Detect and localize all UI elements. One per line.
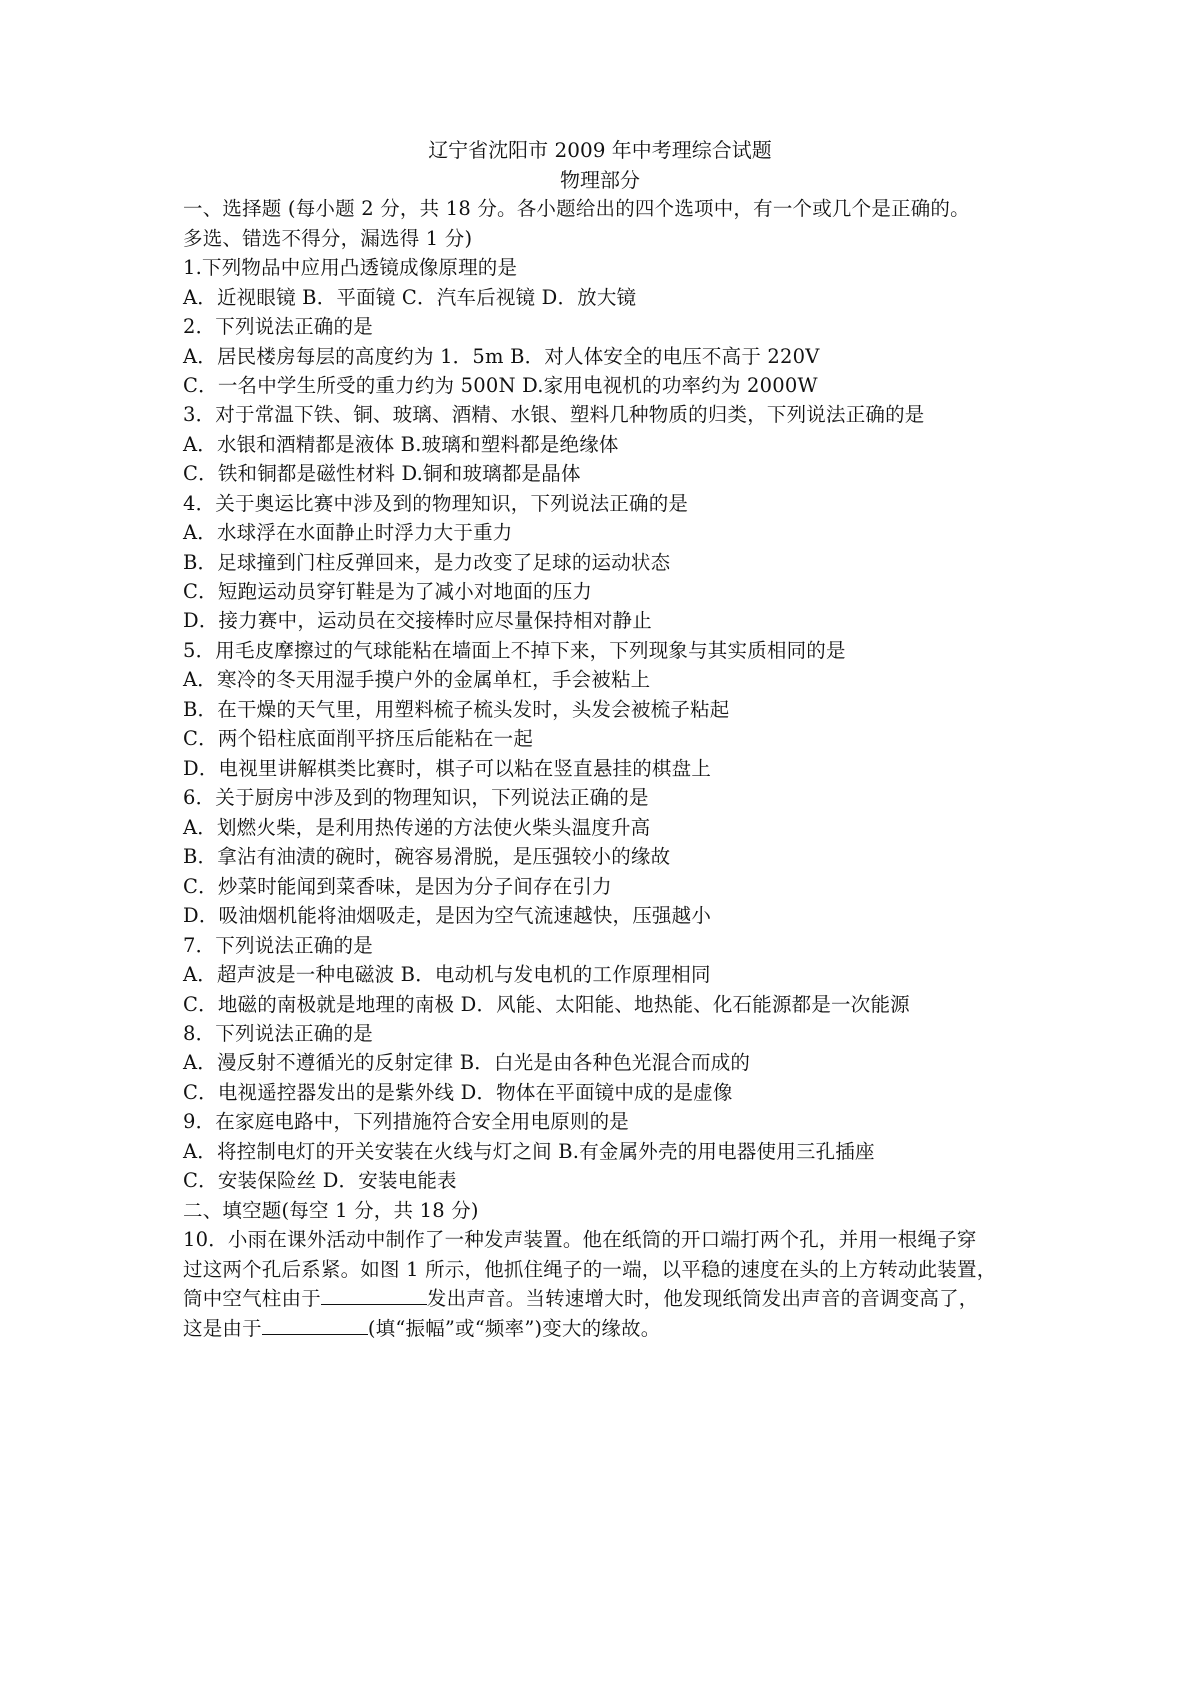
q10-line-4-before: 这是由于 [183, 1317, 262, 1340]
answer-blank-1[interactable] [321, 1284, 427, 1305]
q10-line-2: 过这两个孔后系紧。如图 1 所示，他抓住绳子的一端，以平稳的速度在头的上方转动此装置， [183, 1258, 997, 1281]
q4-option-b: B．足球撞到门柱反弹回来，是力改变了足球的运动状态 [183, 551, 671, 574]
q5-option-a: A．寒冷的冬天用湿手摸户外的金属单杠，手会被粘上 [183, 668, 651, 691]
q8-stem: 8．下列说法正确的是 [183, 1022, 373, 1045]
q7-options-2: C．地磁的南极就是地理的南极 D．风能、太阳能、地热能、化石能源都是一次能源 [183, 993, 910, 1016]
q4-option-a: A．水球浮在水面静止时浮力大于重力 [183, 521, 513, 544]
section1-heading: 一、选择题 (每小题 2 分，共 18 分。各小题给出的四个选项中，有一个或几个是正确的。 [183, 197, 970, 220]
document-title: 辽宁省沈阳市 2009 年中考理综合试题 [428, 138, 772, 162]
q10-line-1: 10．小雨在课外活动中制作了一种发声装置。他在纸筒的开口端打两个孔，并用一根绳子穿 [183, 1228, 977, 1251]
q10-line-4-after: (填“振幅”或“频率”)变大的缘故。 [367, 1317, 661, 1340]
q2-stem: 2．下列说法正确的是 [183, 315, 373, 338]
q10-line-3-after: 发出声音。当转速增大时，他发现纸筒发出声音的音调变高了， [426, 1287, 979, 1310]
q3-options-2: C．铁和铜都是磁性材料 D.铜和玻璃都是晶体 [183, 462, 581, 485]
q6-stem: 6．关于厨房中涉及到的物理知识，下列说法正确的是 [183, 786, 649, 809]
q5-option-d: D．电视里讲解棋类比赛时，棋子可以粘在竖直悬挂的棋盘上 [183, 757, 712, 780]
q5-option-b: B．在干燥的天气里，用塑料梳子梳头发时，头发会被梳子粘起 [183, 698, 730, 721]
section1-heading-cont: 多选、错选不得分，漏选得 1 分) [183, 227, 473, 250]
q9-stem: 9．在家庭电路中，下列措施符合安全用电原则的是 [183, 1110, 630, 1133]
q5-option-c: C．两个铅柱底面削平挤压后能粘在一起 [183, 727, 534, 750]
q10-line-3-before: 筒中空气柱由于 [183, 1287, 321, 1310]
q6-option-c: C．炒菜时能闻到菜香味，是因为分子间存在引力 [183, 875, 612, 898]
answer-blank-2[interactable] [262, 1314, 368, 1335]
q6-option-a: A．划燃火柴，是利用热传递的方法使火柴头温度升高 [183, 816, 651, 839]
q5-stem: 5．用毛皮摩擦过的气球能粘在墙面上不掉下来，下列现象与其实质相同的是 [183, 639, 846, 662]
q9-options-1: A．将控制电灯的开关安装在火线与灯之间 B.有金属外壳的用电器使用三孔插座 [183, 1140, 875, 1163]
q2-options-1: A．居民楼房每层的高度约为 1．5m B．对人体安全的电压不高于 220V [183, 345, 820, 368]
q9-options-2: C．安装保险丝 D．安装电能表 [183, 1169, 457, 1192]
q10-line-3 [183, 1284, 979, 1314]
q7-options-1: A．超声波是一种电磁波 B．电动机与发电机的工作原理相同 [183, 963, 711, 986]
document-subtitle: 物理部分 [560, 168, 640, 192]
q10-line-4 [183, 1314, 661, 1344]
q4-option-c: C．短跑运动员穿钉鞋是为了减小对地面的压力 [183, 580, 593, 603]
q8-options-2: C．电视遥控器发出的是紫外线 D．物体在平面镜中成的是虚像 [183, 1081, 733, 1104]
q6-option-d: D．吸油烟机能将油烟吸走，是因为空气流速越快，压强越小 [183, 904, 712, 927]
q4-option-d: D．接力赛中，运动员在交接棒时应尽量保持相对静止 [183, 609, 652, 632]
q1-options: A．近视眼镜 B．平面镜 C．汽车后视镜 D．放大镜 [183, 286, 637, 309]
q6-option-b: B．拿沾有油渍的碗时，碗容易滑脱，是压强较小的缘故 [183, 845, 671, 868]
q8-options-1: A．漫反射不遵循光的反射定律 B．白光是由各种色光混合而成的 [183, 1051, 751, 1074]
q4-stem: 4．关于奥运比赛中涉及到的物理知识，下列说法正确的是 [183, 492, 689, 515]
section2-heading: 二、填空题(每空 1 分，共 18 分) [183, 1199, 479, 1222]
q1-stem: 1.下列物品中应用凸透镜成像原理的是 [183, 256, 518, 279]
q3-stem: 3．对于常温下铁、铜、玻璃、酒精、水银、塑料几种物质的归类，下列说法正确的是 [183, 403, 925, 426]
q7-stem: 7．下列说法正确的是 [183, 934, 373, 957]
q3-options-1: A．水银和酒精都是液体 B.玻璃和塑料都是绝缘体 [183, 433, 619, 456]
q2-options-2: C．一名中学生所受的重力约为 500N D.家用电视机的功率约为 2000W [183, 374, 818, 397]
